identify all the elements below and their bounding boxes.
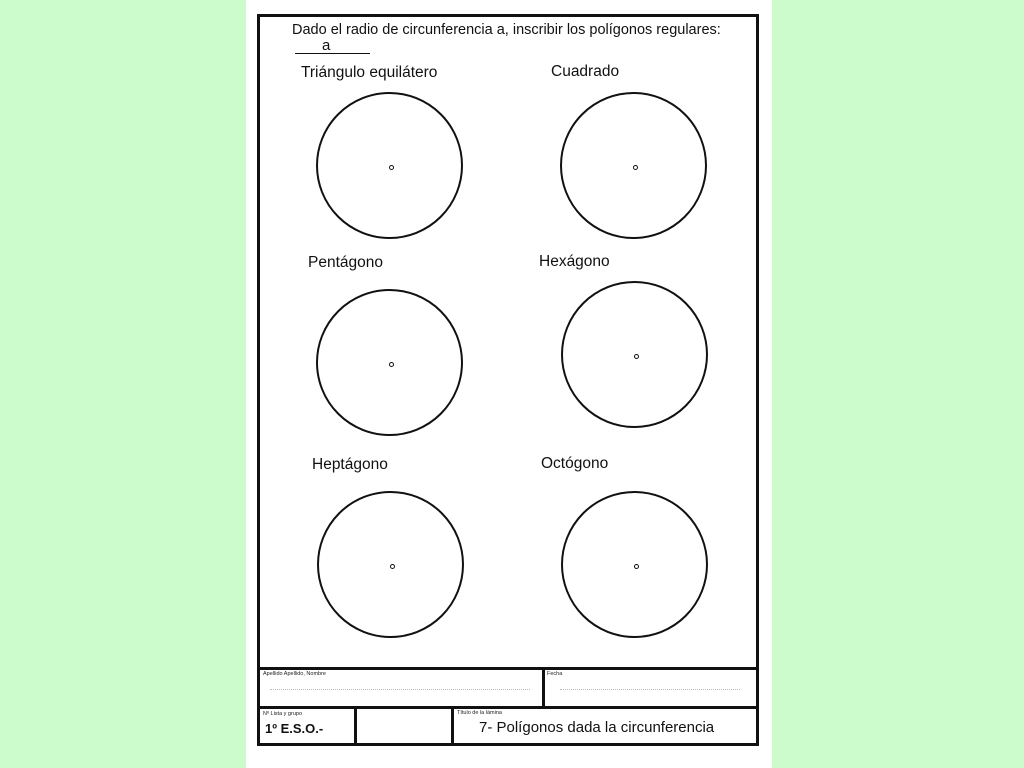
center-point [634,564,639,569]
label-octagon: Octógono [541,455,609,472]
center-point [390,564,395,569]
circle-heptagon [317,491,464,638]
circle-pentagon [316,289,463,436]
center-point [634,354,639,359]
label-hexagon: Hexágono [539,253,610,270]
circle-triangle [316,92,463,239]
faint-guide-line [560,689,740,691]
circle-hexagon [561,281,708,428]
title-block-top-rule [259,667,759,670]
sheet-title-field-label: Título de la lámina [457,710,502,716]
list-group-field-label: Nº Lista y grupo [263,711,302,717]
date-field-label: Fecha [547,671,563,677]
circle-octagon [561,491,708,638]
sheet-title-text: 7- Polígonos dada la circunferencia [479,719,715,736]
label-square: Cuadrado [551,63,620,80]
instruction-text: Dado el radio de circunferencia a, inscribir los polígonos regulares: [292,22,721,38]
title-block-divider [354,708,357,746]
label-triangle: Triángulo equilátero [301,64,438,81]
course-text: 1º E.S.O.- [265,721,324,736]
name-field-label: Apellido Apellido, Nombre [263,671,326,677]
title-block-divider [542,668,545,708]
label-heptagon: Heptágono [312,456,388,473]
center-point [389,165,394,170]
center-point [633,165,638,170]
title-block-mid-rule [259,706,759,709]
radius-label: a [322,37,331,54]
center-point [389,362,394,367]
circle-square [560,92,707,239]
label-pentagon: Pentágono [308,254,383,271]
faint-guide-line [270,689,530,691]
radius-segment [295,53,370,54]
title-block-divider [451,708,454,746]
